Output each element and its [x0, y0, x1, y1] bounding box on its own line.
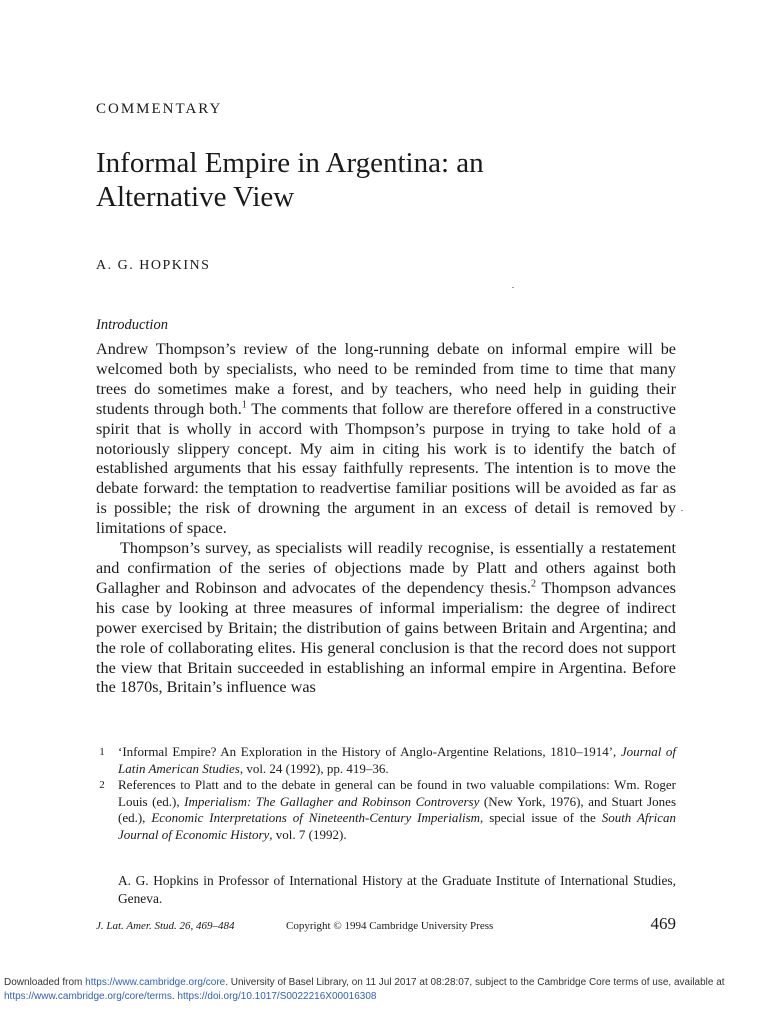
footnote-number: 2 [99, 779, 105, 792]
book-title: Economic Interpretations of Nineteenth-Century Imperialism [151, 810, 481, 826]
article-body [96, 340, 676, 698]
paragraph-text: Thompson advances his case by looking at three measures of informal imperialism: the degree of indirect power exercised by Britain; the distribution of gains between Britain and Argentina; and the role of collaborating elites. His general conclusion is that the record does not support the view that Britain succeeded in establishing an informal empire in Argentina. Before the 1870s, Britain’s influence was [96, 578, 676, 697]
title-line-2: Alternative View [96, 181, 295, 213]
footnote-text: , vol. 7 (1992). [269, 826, 347, 842]
footnote-number: 1 [99, 746, 105, 758]
footnote-ref-2[interactable]: 2 [530, 578, 536, 590]
paragraph [96, 340, 676, 539]
footnote-text: (New York, 1976), and Stuart Jones (ed.), [118, 793, 676, 826]
notice-text: . University of Basel Library, on 11 Jul 2017 at 08:28:07, subject to the Cambridge Core terms of use, available at [225, 977, 725, 988]
paragraph-text: Thompson’s survey, as specialists will readily recognise, is essentially a restatement and confirmation of the series of objections made by Platt and others against both Gallagher and Robinson and advocates of the dependency thesis. [96, 539, 676, 597]
footnote-text: , vol. 24 (1992), pp. 419–36. [239, 760, 389, 776]
terms-link[interactable]: https://www.cambridge.org/core/terms [4, 991, 172, 1002]
notice-text: . [171, 991, 178, 1002]
journal-title: South African Journal of Economic History [118, 810, 676, 842]
paragraph-text: The comments that follow are therefore offered in a constructive spirit that is wholly in accord with Thompson’s purpose in trying to take hold of a notoriously slippery concept. My aim in citing his work is to identify the batch of established arguments that his essay faithfully represents. The intention is to move the debate forward: the temptation to readvertise familiar positions will be avoided as far as is possible; the risk of drowning the argument in an excess of detail is removed by limitations of space. [96, 399, 676, 538]
doi-link[interactable]: https://doi.org/10.1017/S0022216X00016308 [177, 991, 377, 1002]
paragraph [96, 539, 676, 698]
paragraph-text: Andrew Thompson’s review of the long-running debate on informal empire will be welcomed both by specialists, who need to be reminded from time to time that many trees do sometimes make a forest, and by teachers, who need help in guiding their students through both. [96, 340, 676, 418]
notice-text: Downloaded from [4, 977, 86, 988]
journal-title: Journal of Latin American Studies [118, 744, 676, 776]
section-heading: Introduction [96, 317, 168, 333]
copyright-notice: Copyright © 1994 Cambridge University Press [286, 920, 494, 932]
footnote-text: ‘Informal Empire? An Exploration in the History of Anglo-Argentine Relations, 1810–1914’, [118, 744, 621, 759]
footnote-2 [96, 777, 676, 843]
book-title: Imperialism: The Gallagher and Robinson Controversy [184, 793, 480, 809]
journal-citation: J. Lat. Amer. Stud. 26, 469–484 [96, 920, 235, 932]
footnote-1 [96, 744, 676, 777]
core-link[interactable]: https://www.cambridge.org/core [85, 977, 226, 988]
footnotes [96, 744, 676, 844]
author-affiliation: A. G. Hopkins in Professor of International History at the Graduate Institute of International Studies, Geneva. [118, 873, 676, 906]
article-title [96, 146, 676, 214]
page-number: 469 [650, 914, 676, 933]
download-notice [4, 976, 764, 1004]
footnote-ref-1[interactable]: 1 [241, 399, 247, 411]
section-kicker: COMMENTARY [96, 101, 223, 117]
footnote-text: References to Platt and to the debate in general can be found in two valuable compilations: Wm. Roger Louis (ed.), [118, 777, 676, 809]
footnote-text: , special issue of the [480, 810, 602, 826]
title-line-1: Informal Empire in Argentina: an [96, 147, 484, 179]
author-name: A. G. HOPKINS [96, 258, 211, 273]
